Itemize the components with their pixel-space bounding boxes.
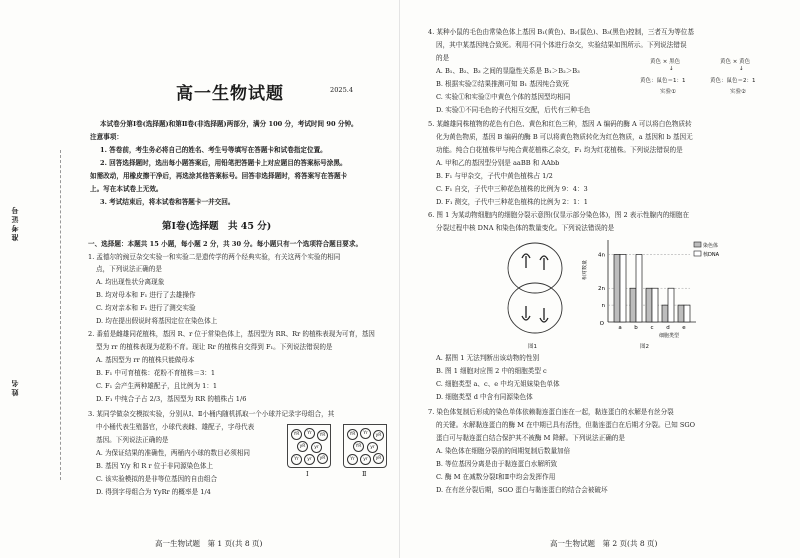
- q6-option-c: C. 细胞类型 a、c、e 中均无姐妹染色单体: [436, 380, 560, 388]
- q6-stem: 6. 图 1 为某动物细胞内的细胞分裂示意图(仅显示部分染色体)，图 2 表示性腺内的细胞在: [428, 211, 690, 219]
- q6-option-b: B. 图 1 细胞对应图 2 中的细胞类型 c: [436, 367, 547, 375]
- q5-stem-3: 功能。纯合白花植株甲与纯合黄花植株乙杂交，F₁ 均为红花植株。下列说法错误的是: [436, 146, 683, 154]
- q2-option-d: D. F₁ 中纯合子占 2/3，基因型为 RR 的植株占 1/6: [96, 395, 247, 403]
- part1-instructions: 一、选择题：本题共 15 小题，每小题 2 分，共 30 分。每小题只有一个选项符合题目要求。: [88, 240, 363, 248]
- q7-stem-2: 的关键。水解黏连蛋白的酶 M 在中期已具有活性，但黏连蛋白在后期才分裂。已知 SGO: [436, 421, 696, 429]
- notice-2c: 上。写在本试卷上无效。: [90, 185, 163, 193]
- bar-c-dna: [652, 288, 658, 322]
- q4-stem-2: 因，其中某基因纯合致死。利用不同个体进行杂交，实验结果如图所示。下列说法错误: [436, 41, 687, 49]
- q3-option-c: C. 该实验模拟的是非等位基因的自由组合: [96, 475, 218, 483]
- page-footer: 高一生物试题 第 2 页(共 8 页): [550, 539, 658, 548]
- cross-2-label: 实验②: [730, 89, 746, 95]
- q3-stem: 3. 某同学做杂交模拟实验，分别从Ⅰ、Ⅱ小桶内随机抓取一个小球并记录字母组合，其: [88, 410, 335, 418]
- x-tick-label: e: [682, 325, 686, 331]
- q6-option-a: A. 据图 1 无法判断出该动物的性别: [436, 354, 540, 362]
- q7-option-d: D. 在有丝分裂后期，SGO 蛋白与黏连蛋白的结合会被破坏: [436, 486, 608, 494]
- x-tick-label: d: [666, 325, 670, 331]
- q1-stem: 1. 孟德尔的豌豆杂交实验一和实验二是遗传学的两个经典实验，有关这两个实验的相同: [88, 253, 341, 261]
- cross-1-label: 实验①: [660, 89, 676, 95]
- x-axis-label: 细胞类型: [658, 333, 680, 339]
- q1-option-d: D. 均在提出假说时将基因定位在染色体上: [96, 317, 218, 325]
- q4-option-d: D. 实验①不同毛色的子代相互交配，后代有三种毛色: [436, 106, 591, 114]
- x-tick-label: a: [618, 325, 622, 331]
- q5-option-c: C. F₁ 自交，子代中三种花色植株的比例为 9：4：3: [436, 185, 588, 193]
- q2-option-c: C. F₁ 会产生两种雄配子，且比例为 1：1: [96, 382, 218, 390]
- intro-line: 本试卷分第Ⅰ卷(选择题)和第Ⅱ卷(非选择题)两部分，满分 100 分，考试时间 90 分钟。: [100, 120, 358, 128]
- gene-ball: YR: [353, 441, 364, 452]
- bar-d-chromosome: [662, 305, 668, 322]
- legend-dna: 核DNA: [703, 252, 720, 258]
- bucket-2-label: Ⅱ: [362, 470, 367, 478]
- bar-a-dna: [620, 254, 626, 322]
- q6-option-d: D. 细胞类型 d 中含有同源染色体: [436, 393, 533, 401]
- gene-ball: yr: [367, 442, 378, 453]
- q7-stem: 7. 染色体复制后形成的染色单体依赖黏连蛋白连在一起，黏连蛋白的水解是有丝分裂: [428, 408, 674, 416]
- bar-d-dna: [668, 288, 674, 322]
- gene-ball: YR: [317, 430, 328, 441]
- q5-stem: 5. 某雌雄同株植物的花色有白色、黄色和红色三种，基因 A 编码的酶 A 可以将白色物质转: [428, 120, 692, 128]
- bar-e-dna: [684, 305, 690, 322]
- q3-option-d: D. 得到字母组合为 YyRr 的概率是 1/4: [96, 488, 211, 496]
- section-title: 第Ⅰ卷(选择题 共 45 分): [162, 221, 272, 232]
- y-tick-label: 2n: [598, 286, 605, 293]
- bar-b-dna: [636, 254, 642, 322]
- bar-e-chromosome: [678, 305, 684, 322]
- notice-2b: 如需改动，用橡皮擦干净后，再选涂其他答案标号。回答非选择题时，将答案写在答题卡: [90, 172, 348, 180]
- gene-ball: YR: [347, 429, 358, 440]
- q5-option-a: A. 甲和乙的基因型分别是 aaBB 和 AAbb: [436, 159, 560, 167]
- side-name-label: 姓名: [10, 378, 19, 396]
- gene-ball: Yr: [360, 428, 371, 439]
- exam-date: 2025.4: [330, 86, 354, 94]
- exam-title: 高一生物试题: [176, 84, 284, 104]
- gene-ball: Yr: [347, 454, 358, 465]
- q6-stem-2: 分裂过程中核 DNA 和染色体的数量变化。下列说法错误的是: [436, 224, 615, 232]
- bucket-1: [287, 424, 331, 468]
- fig2-label: 图2: [640, 344, 649, 350]
- cross-1-arrow: ↓: [669, 66, 674, 72]
- q2-stem: 2. 番茄是雌雄同花植株，基因 R、r 位于常染色体上，基因型为 RR、Rr 的植株表现为可育，基因: [88, 330, 375, 338]
- q4-option-a: A. B₁、B₂、B₃ 之间的显隐性关系是 B₁＞B₂＞B₃: [436, 67, 580, 75]
- gene-ball: yR: [297, 441, 308, 452]
- gene-ball: yR: [373, 430, 384, 441]
- cross-1-ratio: 黄色：鼠色＝1：1: [640, 78, 686, 84]
- fig1-cell-diagram: [500, 236, 570, 340]
- notice-1: 1. 答卷前，考生务必将自己的姓名、考生号等填写在答题卡和试卷指定位置。: [100, 146, 327, 154]
- legend-swatch-dna: [694, 251, 701, 256]
- bar-c-chromosome: [646, 288, 652, 322]
- fig1-label: 图1: [528, 344, 537, 350]
- q4-stem: 4. 某种小鼠的毛色由常染色体上基因 B₁(黄色)、B₂(鼠色)、B₃(黑色)控制，三者互为等位基: [428, 28, 694, 36]
- gene-ball: YR: [291, 429, 302, 440]
- notice-title: 注意事项：: [90, 133, 123, 141]
- q1-option-c: C. 均对亲本和 F₁ 进行了测交实验: [96, 304, 196, 312]
- gene-ball: yr: [304, 454, 315, 465]
- cross-2-arrow: ↓: [739, 66, 744, 72]
- gene-ball: yR: [317, 453, 328, 464]
- q4-option-c: C. 实验①和实验②中黄色个体的基因型均相同: [436, 93, 571, 101]
- gene-ball: yr: [360, 454, 371, 465]
- exam-page-2: [400, 0, 800, 558]
- page-footer: 高一生物试题 第 1 页(共 8 页): [155, 539, 263, 548]
- q7-stem-3: 蛋白可与黏连蛋白结合保护其不被酶 M 降解。下列说法正确的是: [436, 434, 625, 442]
- binding-line: [60, 150, 61, 480]
- q2-option-b: B. F₁ 中可育植株：花粉不育植株＝3：1: [96, 369, 216, 377]
- q3-option-b: B. 基因 Y/y 和 R r 位于非同源染色体上: [96, 462, 214, 470]
- bar-a-chromosome: [614, 254, 620, 322]
- q7-option-c: C. 酶 M 在减数分裂Ⅰ和Ⅱ中均会发挥作用: [436, 473, 556, 481]
- q4-stem-3: 的是: [436, 54, 450, 62]
- q7-option-a: A. 染色体在细胞分裂前的间期复制后数量加倍: [436, 447, 571, 455]
- q2-stem-2: 型为 rr 的植株表现为花粉不育。现让 Rr 的植株自交得到 F₁。下列说法错误的是: [96, 343, 333, 351]
- y-tick-label: 4n: [598, 252, 605, 259]
- q5-option-d: D. F₁ 测交，子代中三种花色植株的比例为 2：1：1: [436, 198, 588, 206]
- y-tick-label: n: [601, 303, 605, 310]
- legend-swatch-chromosome: [694, 242, 701, 247]
- cross-2-ratio: 黄色：鼠色＝2：1: [710, 78, 756, 84]
- q4-option-b: B. 根据实验②结果推测可知 B₁ 基因纯合致死: [436, 80, 569, 88]
- q3-option-a: A. 为保证结果的准确性，两桶内小球的数目必须相同: [96, 449, 251, 457]
- q1-option-b: B. 均对母本和 F₁ 进行了去雄操作: [96, 291, 196, 299]
- gene-ball: yR: [373, 453, 384, 464]
- bucket-2: [343, 424, 387, 468]
- q5-option-b: B. F₁ 与甲杂交，子代中黄色植株占 1/2: [436, 172, 553, 180]
- q5-stem-2: 化为黄色物质，基因 B 编码的酶 B 可以将黄色物质转化为红色物质，a 基因和 b 基因无: [436, 133, 693, 141]
- bar-b-chromosome: [630, 288, 636, 322]
- side-exam-number-label: 准考证号: [10, 205, 19, 241]
- cross-1-parents: 黄色 × 黑色: [650, 59, 681, 65]
- legend-chromosome: 染色体: [703, 243, 719, 249]
- gene-ball: Yr: [291, 454, 302, 465]
- q7-option-b: B. 等位基因分离是由于黏连蛋白水解所致: [436, 460, 558, 468]
- q2-option-a: A. 基因型为 rr 的植株只能做母本: [96, 356, 195, 364]
- bucket-1-label: Ⅰ: [306, 470, 309, 478]
- q1-stem-2: 点，下列说法正确的是: [96, 265, 162, 273]
- notice-3: 3. 考试结束后，将本试卷和答题卡一并交回。: [100, 198, 235, 206]
- q3-stem-3: 基因。下列说法正确的是: [96, 436, 169, 444]
- fig2-bar-chart: [582, 236, 732, 340]
- gene-ball: Yr: [304, 428, 315, 439]
- x-tick-label: b: [634, 325, 638, 331]
- y-axis-label: 相对数量: [582, 260, 588, 281]
- origin-label: O: [599, 321, 604, 327]
- q1-option-a: A. 均出现性状分离现象: [96, 278, 165, 286]
- q3-stem-2: 中小桶代表生殖器官，小球代表雌、雄配子，字母代表: [96, 423, 255, 431]
- gene-ball: yr: [311, 442, 322, 453]
- x-tick-label: c: [650, 325, 654, 331]
- notice-2a: 2. 回答选择题时，选出每小题答案后，用铅笔把答题卡上对应题目的答案标号涂黑。: [100, 159, 347, 167]
- cross-2-parents: 黄色 × 黄色: [720, 59, 751, 65]
